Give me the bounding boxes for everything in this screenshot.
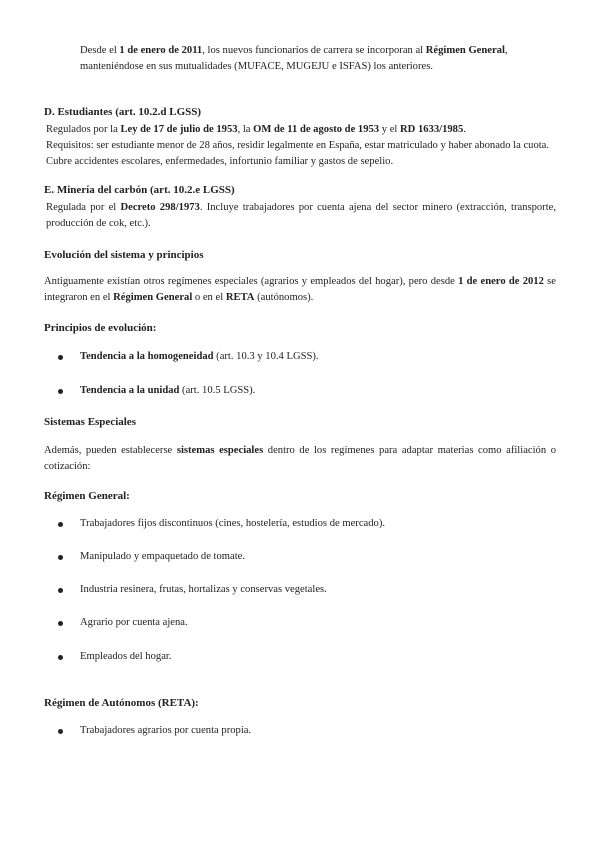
list-item-text: Industria resinera, frutas, hortalizas y conservas vegetales. <box>80 584 327 595</box>
list-item-text: Empleados del hogar. <box>80 651 172 662</box>
evolucion-body <box>44 274 556 306</box>
text: (art. 10.5 LGSS). <box>179 385 256 396</box>
bullet-icon <box>58 555 63 560</box>
text: (art. 10.3 y 10.4 LGSS). <box>213 351 319 362</box>
text: . Incluye trabajadores por cuenta ajena del sector minero (extracción, transporte, producción de cok, etc.). <box>46 202 557 229</box>
list-item-text <box>80 383 255 399</box>
bold-principle: Tendencia a la homogeneidad <box>80 351 214 362</box>
bold-date: 1 de enero de 2011 <box>119 45 203 56</box>
heading-evolucion: Evolución del sistema y principios <box>44 249 204 261</box>
estudiantes-body <box>46 122 556 170</box>
sistemas-body <box>44 443 556 475</box>
bold-term: sistemas especiales <box>176 445 264 456</box>
bullet-icon <box>58 389 63 394</box>
list-item-text: Agrario por cuenta ajena. <box>80 617 188 628</box>
bullet-icon <box>58 655 63 660</box>
estudiantes-line-2: Requisitos: ser estudiante menor de 28 años, residir legalmente en España, estar matriculado y haber abonado la cuota. <box>46 139 550 151</box>
text: Regulados por la <box>46 124 121 135</box>
bullet-icon <box>58 355 63 360</box>
bold-law: Ley de 17 de julio de 1953 <box>120 124 238 135</box>
bold-decree: Decreto 298/1973 <box>120 202 200 213</box>
bold-regime: Régimen General <box>425 45 505 56</box>
text: y el <box>379 124 400 135</box>
intro-line-1 <box>80 43 556 59</box>
list-item-text: Manipulado y empaquetado de tomate. <box>80 551 246 562</box>
list-item-text <box>80 349 319 365</box>
heading-regimen-autonomos: Régimen de Autónomos (RETA): <box>44 697 199 709</box>
text: , los nuevos funcionarios de carrera se incorporan al <box>202 45 426 56</box>
bullet-icon <box>58 588 63 593</box>
bullet-icon <box>58 522 63 527</box>
list-item-text: Trabajadores fijos discontinuos (cines, hostelería, estudios de mercado). <box>80 518 385 529</box>
heading-mineria: E. Minería del carbón (art. 10.2.e LGSS) <box>44 184 235 196</box>
text: , la <box>237 124 254 135</box>
text: o en el <box>192 291 226 303</box>
bold-om: OM de 11 de agosto de 1953 <box>253 124 380 135</box>
text: (autónomos). <box>254 291 314 303</box>
intro-paragraph <box>80 43 556 75</box>
estudiantes-line-1 <box>46 122 556 138</box>
text: Además, pueden establecerse <box>44 445 177 456</box>
text: se integraron en el <box>44 276 556 303</box>
text: Desde el <box>80 45 120 56</box>
bullet-icon <box>58 729 63 734</box>
bold-date: 1 de enero de 2012 <box>458 276 544 287</box>
text: Regulada por el <box>46 202 121 213</box>
bold-regime: Régimen General <box>113 291 193 303</box>
intro-line-2: manteniéndose en sus mutualidades (MUFACE, MUGEJU e ISFAS) los anteriores. <box>80 60 433 72</box>
bullet-icon <box>58 621 63 626</box>
bold-principle: Tendencia a la unidad <box>80 385 180 396</box>
text: dentro de los regímenes para adaptar materias como afiliación o cotización: <box>44 445 556 472</box>
heading-sistemas: Sistemas Especiales <box>44 416 136 428</box>
mineria-body <box>46 200 556 232</box>
heading-estudiantes: D. Estudiantes (art. 10.2.d LGSS) <box>44 106 202 118</box>
heading-regimen-general: Régimen General: <box>44 490 130 502</box>
heading-principios: Principios de evolución: <box>44 322 157 334</box>
bold-reta: RETA <box>225 291 255 303</box>
bold-rd: RD 1633/1985 <box>400 124 464 135</box>
text: Antiguamente existían otros regímenes especiales (agrarios y empleados del hogar), pero desde <box>44 276 459 287</box>
text: . <box>463 124 466 135</box>
list-item-text: Trabajadores agrarios por cuenta propia. <box>80 725 252 736</box>
text: , <box>504 45 508 56</box>
estudiantes-line-3: Cubre accidentes escolares, enfermedades, infortunio familiar y gastos de sepelio. <box>46 155 394 167</box>
